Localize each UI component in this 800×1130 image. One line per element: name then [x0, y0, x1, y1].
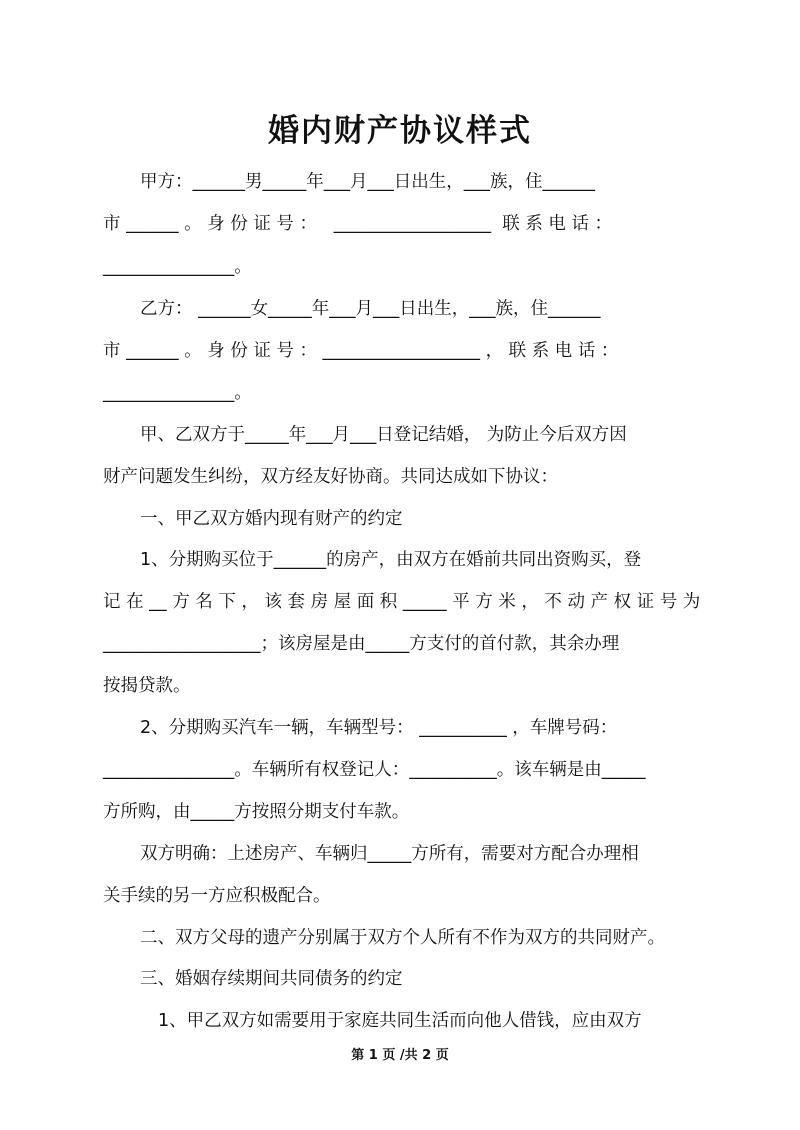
- section-heading-3: 三、婚姻存续期间共同债务的约定: [140, 969, 403, 989]
- line-item1-4: 按揭贷款。: [103, 676, 191, 696]
- line-intro-1: 甲、乙双方于_____年___月___日登记结婚， 为防止今后双方因: [140, 425, 627, 445]
- line-party-a-3: _______________。: [103, 257, 252, 277]
- line-intro-2: 财产问题发生纠纷，双方经友好协商。共同达成如下协议：: [103, 467, 558, 487]
- line-item1-1: 1、分期购买位于______的房产，由双方在婚前共同出资购买，登: [140, 550, 642, 570]
- line-clarify-1: 双方明确：上述房产、车辆归_____方所有，需要对方配合办理相: [140, 844, 639, 864]
- line-item1-3: __________________；该房屋是由_____方支付的首付款，其余办理: [103, 634, 620, 654]
- line-clarify-2: 关手续的另一方应积极配合。: [103, 886, 331, 906]
- line-party-b-2: 市 ______ 。 身 份 证 号 ： __________________ ， 联 系 电 话 ：: [103, 341, 619, 361]
- line-item2-2: _______________。车辆所有权登记人：__________。该车辆是由_____: [103, 760, 646, 780]
- line-party-b-3: _______________。: [103, 383, 252, 403]
- line-debt-1: 1、甲乙双方如需要用于家庭共同生活而向他人借钱，应由双方: [158, 1011, 642, 1031]
- line-party-a-2: 市 ______ 。 身 份 证 号 ： __________________ 联 系 电 话 ：: [103, 214, 613, 234]
- section-heading-2: 二、双方父母的遗产分别属于双方个人所有不作为双方的共同财产。: [140, 928, 665, 948]
- line-item2-3: 方所购，由_____方按照分期支付车款。: [103, 802, 410, 822]
- line-item1-2: 记 在 __ 方 名 下 ， 该 套 房 屋 面 积 _____ 平 方 米 ， 不 动 产 权 证 号 为: [103, 592, 701, 612]
- section-heading-1: 一、甲乙双方婚内现有财产的约定: [140, 509, 403, 529]
- page-indicator: 第 1 页 /共 2 页: [351, 1048, 449, 1063]
- line-party-b-1: 乙方： ______女_____年___月___日出生，___族，住______: [140, 299, 601, 319]
- line-item2-1: 2、分期购买汽车一辆，车辆型号： __________ ，车牌号码：: [140, 718, 618, 738]
- document-title: 婚内财产协议样式: [268, 113, 532, 149]
- line-party-a-1: 甲方：______男_____年___月___日出生，___族，住______: [140, 172, 595, 192]
